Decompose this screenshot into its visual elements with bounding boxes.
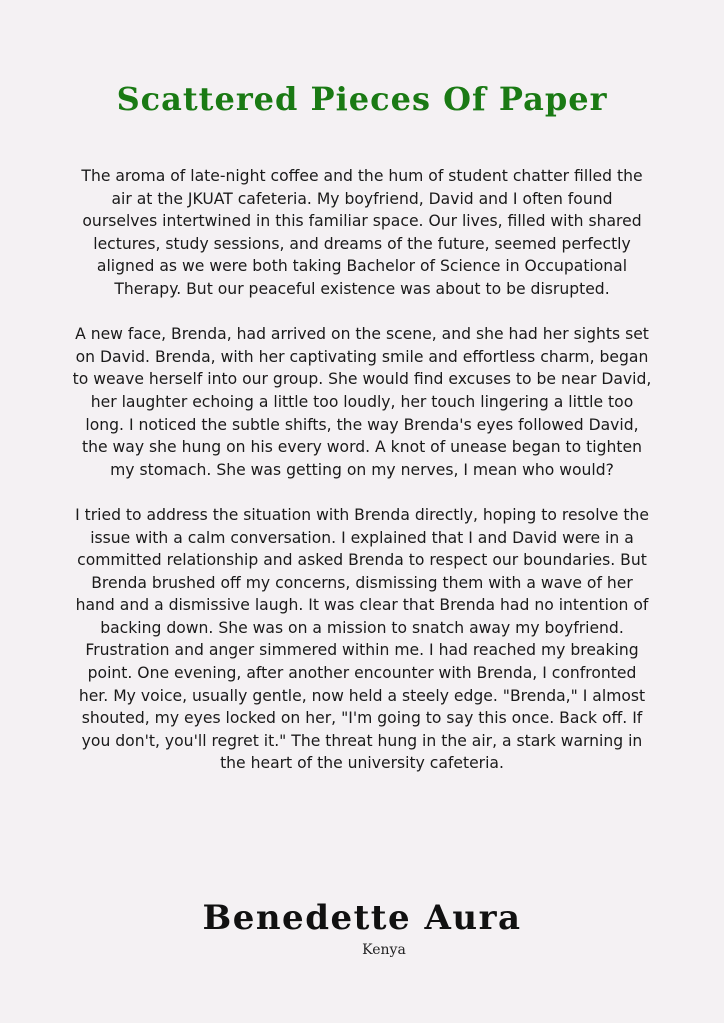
author-country: Kenya	[362, 942, 406, 958]
document-title: Scattered Pieces Of Paper	[116, 80, 608, 118]
paragraph-3: I tried to address the situation with Brenda directly, hoping to resolve the issue with a calm conversation. I explained that I and David were in a committed relationship and asked Brenda to respect our boundaries. But Brenda brushed off my concerns, dismissing them with a wave of her hand and a dismissive laugh. It was clear that Brenda had no intention of backing down. She was on a mission to snatch away my boyfriend. Frustration and anger simmered within me. I had reached my breaking point. One evening, after another encounter with Brenda, I confronted her. My voice, usually gentle, now held a steely edge. "Brenda," I almost shouted, my eyes locked on her, "I'm going to say this once. Back off. If you don't, you'll regret it." The threat hung in the air, a stark warning in the heart of the university cafeteria.	[75, 505, 649, 773]
author-name: Benedette Aura	[202, 898, 522, 938]
story-body	[72, 165, 652, 798]
paragraph-1: The aroma of late-night coffee and the hum of student chatter filled the air at the JKUAT cafeteria. My boyfriend, David and I often found ourselves intertwined in this familiar space. Our lives, filled with shared lectures, study sessions, and dreams of the future, seemed perfectly aligned as we were both taking Bachelor of Science in Occupational Therapy. But our peaceful existence was about to be disrupted.	[81, 167, 643, 298]
paragraph-2: A new face, Brenda, had arrived on the scene, and she had her sights set on David. Brenda, with her captivating smile and effortless charm, began to weave herself into our group. She would find excuses to be near David, her laughter echoing a little too loudly, her touch lingering a little too long. I noticed the subtle shifts, the way Brenda's eyes followed David, the way she hung on his every word. A knot of unease began to tighten my stomach. She was getting on my nerves, I mean who would?	[72, 325, 652, 479]
